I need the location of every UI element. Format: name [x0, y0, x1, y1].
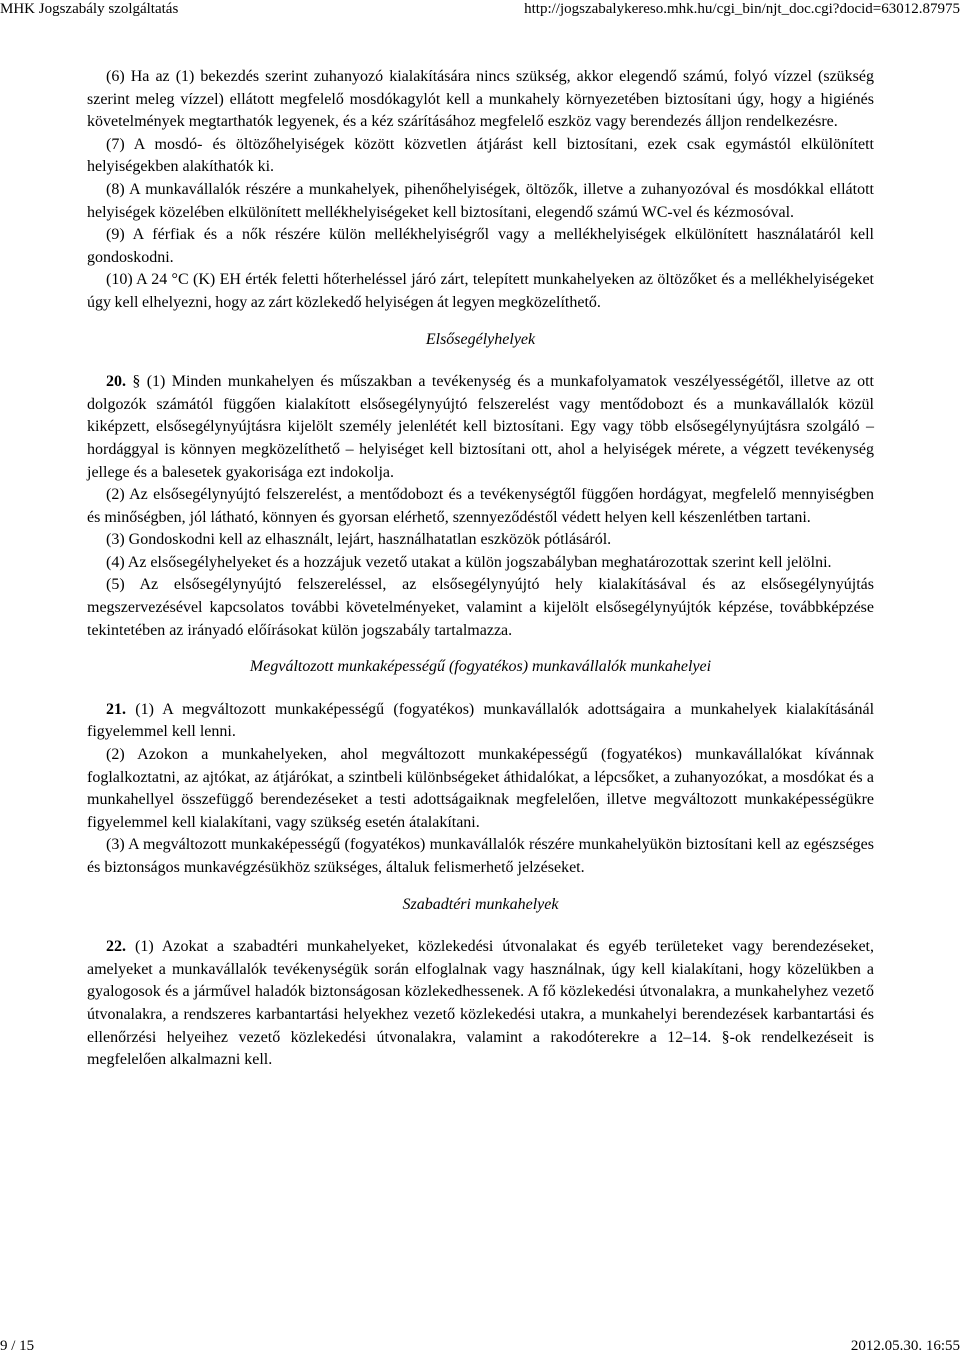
document-body [87, 66, 874, 1072]
section-first-paragraph [87, 936, 874, 1072]
paragraph: (10) A 24 °C (K) EH érték feletti hőterheléssel járó zárt, telepített munkahelyeken az öltözőket és a mellékhelyiségeket úgy kell elhelyezni, hogy az zárt közlekedő helyiségen át legyen megközelíthető. [87, 271, 874, 311]
paragraph: (5) Az elsősegélynyújtó felszereléssel, az elsősegélynyújtó hely kialakításával és az elsősegélynyújtás megszervezésével kapcsolatos további követelményeket, valamint a kijelölt elsősegélynyújtók képzése, továbbképzése tekintetében az irányadó előírásokat külön jogszabály tartalmazza. [87, 576, 874, 639]
paragraph: (3) A megváltozott munkaképességű (fogyatékos) munkavállalók részére munkahelyükön biztosítani kell az egészséges és biztonságos munkavégzésükhöz szükséges, általuk felismerhető jelzéseket. [87, 836, 874, 876]
paragraph: (8) A munkavállalók részére a munkahelyek, pihenőhelyiségek, öltözők, illetve a zuhanyozóval és mosdókkal ellátott helyiségek közelében elkülönített mellékhelyiségeket kell biztosítani, elegendő számú WC-vel és kézmosóval. [87, 180, 874, 221]
paragraph: (3) Gondoskodni kell az elhasznált, lejárt, használhatatlan eszközök pótlásáról. [106, 531, 612, 549]
section-sign: § [132, 373, 141, 391]
paragraph: (4) Az elsősegélyhelyeket és a hozzájuk vezető utakat a külön jogszabályban meghatározottak szerint kell jelölni. [106, 553, 832, 571]
paragraph: (9) A férfiak és a nők részére külön mellékhelyiségről vagy a mellékhelyiségek elkülönített használatáról kell gondoskodni. [87, 226, 874, 266]
paragraph: (7) A mosdó- és öltözőhelyiségek között közvetlen átjárást kell biztosítani, ezek csak egymástól elkülönített helyiségekben alakíthatók ki. [87, 135, 874, 176]
page-footer [0, 1337, 960, 1356]
section-first-paragraph [87, 371, 874, 484]
section-text: (1) Azokat a szabadtéri munkahelyeket, közlekedési útvonalakat és egyéb területeket vagy berendezéseket, amelyeket a munkavállalók tevékenységük során elfoglalnak vagy használnak, úgy kell kialakítani, hogy közelükben a gyalogosok és a járművel haladók biztonságosan közlekedhessenek. A fő közlekedési útvonalakra, a munkahelyhez vezető útvonalakra, a rendszeres karbantartási helyekhez vezető közlekedési utakra, a munkahelyi berendezések karbantartási és ellenőrzési helyeihez vezető közlekedési útvonalakra, valamint a rakodóterekre a 12–14. §-ok rendelkezéseit is megfelelően alkalmazni kell. [87, 938, 874, 1069]
paragraph: (2) Azokon a munkahelyeken, ahol megváltozott munkaképességű (fogyatékos) munkavállalókat kívánnak foglalkoztatni, az ajtókat, az átjárókat, a szintbeli különbségeket áthidalókat, a lépcsőket, a zuhanyozókat, a mosdókat és a munkahellyel összefüggő berendezéseket a testi adottságaiknak megfelelően, illetve megváltozott munkaképességükre figyelemmel kell kialakítani, vagy szükség esetén átalakítani. [87, 746, 874, 831]
section-text: (1) Minden munkahelyen és műszakban a tevékenység és a munkafolyamatok veszélyességétől, illetve az ott dolgozók számától függően kialakított elsősegélynyújtó felszerelést vagy mentődobozt és a munkavállalók közül kiképzett, elsősegélynyújtásra kijelölt személy jelenlétét kell biztosítani. Egy vagy több elsősegélynyújtásra szolgáló – hordággyal is könnyen megközelíthető – helyiséget kell biztosítani ott, ahol a helyiségek mérete, a végzett tevékenység jellege és a balesetek gyakorisága ezt indokolja. [87, 373, 875, 481]
section-heading: Megváltozott munkaképességű (fogyatékos) munkavállalók munkahelyei [249, 658, 712, 676]
section-number: 22. [106, 938, 126, 956]
page-header [0, 0, 960, 20]
section-first-paragraph [87, 699, 874, 744]
paragraph: (2) Az elsősegélynyújtó felszerelést, a mentődobozt és a tevékenységtől függően hordágyat, megfelelő mennyiségben és minőségben, jól látható, könnyen és gyorsan elérhető, szennyeződéstől védett helyen kell készenlétben tartani. [87, 486, 874, 526]
section-heading: Elsősegélyhelyek [425, 330, 536, 348]
header-source-title: MHK Jogszabály szolgáltatás [0, 1, 179, 17]
section-heading: Szabadtéri munkahelyek [402, 895, 559, 913]
page-number: 9 / 15 [0, 1338, 35, 1354]
header-url[interactable]: http://jogszabalykereso.mhk.hu/cgi_bin/njt_doc.cgi?docid=63012.87975 [524, 1, 960, 17]
print-timestamp: 2012.05.30. 16:55 [850, 1338, 960, 1354]
section-number: 20. [106, 373, 126, 391]
section-number: 21. [106, 700, 126, 718]
section-text: (1) A megváltozott munkaképességű (fogyatékos) munkavállalók adottságaira a munkahelyek kialakításánál figyelemmel kell lenni. [87, 700, 875, 741]
paragraph: (6) Ha az (1) bekezdés szerint zuhanyozó kialakítására nincs szükség, akkor elegendő számú, folyó vízzel (szükség szerint meleg vízzel) ellátott megfelelő mosdókagylót kell a munkahely környezetében biztosítani úgy, hogy a higiénés követelmények megtarthatók legyenek, és a kéz szárításához megfelelő eszköz vagy berendezés álljon rendelkezésre. [87, 68, 874, 131]
